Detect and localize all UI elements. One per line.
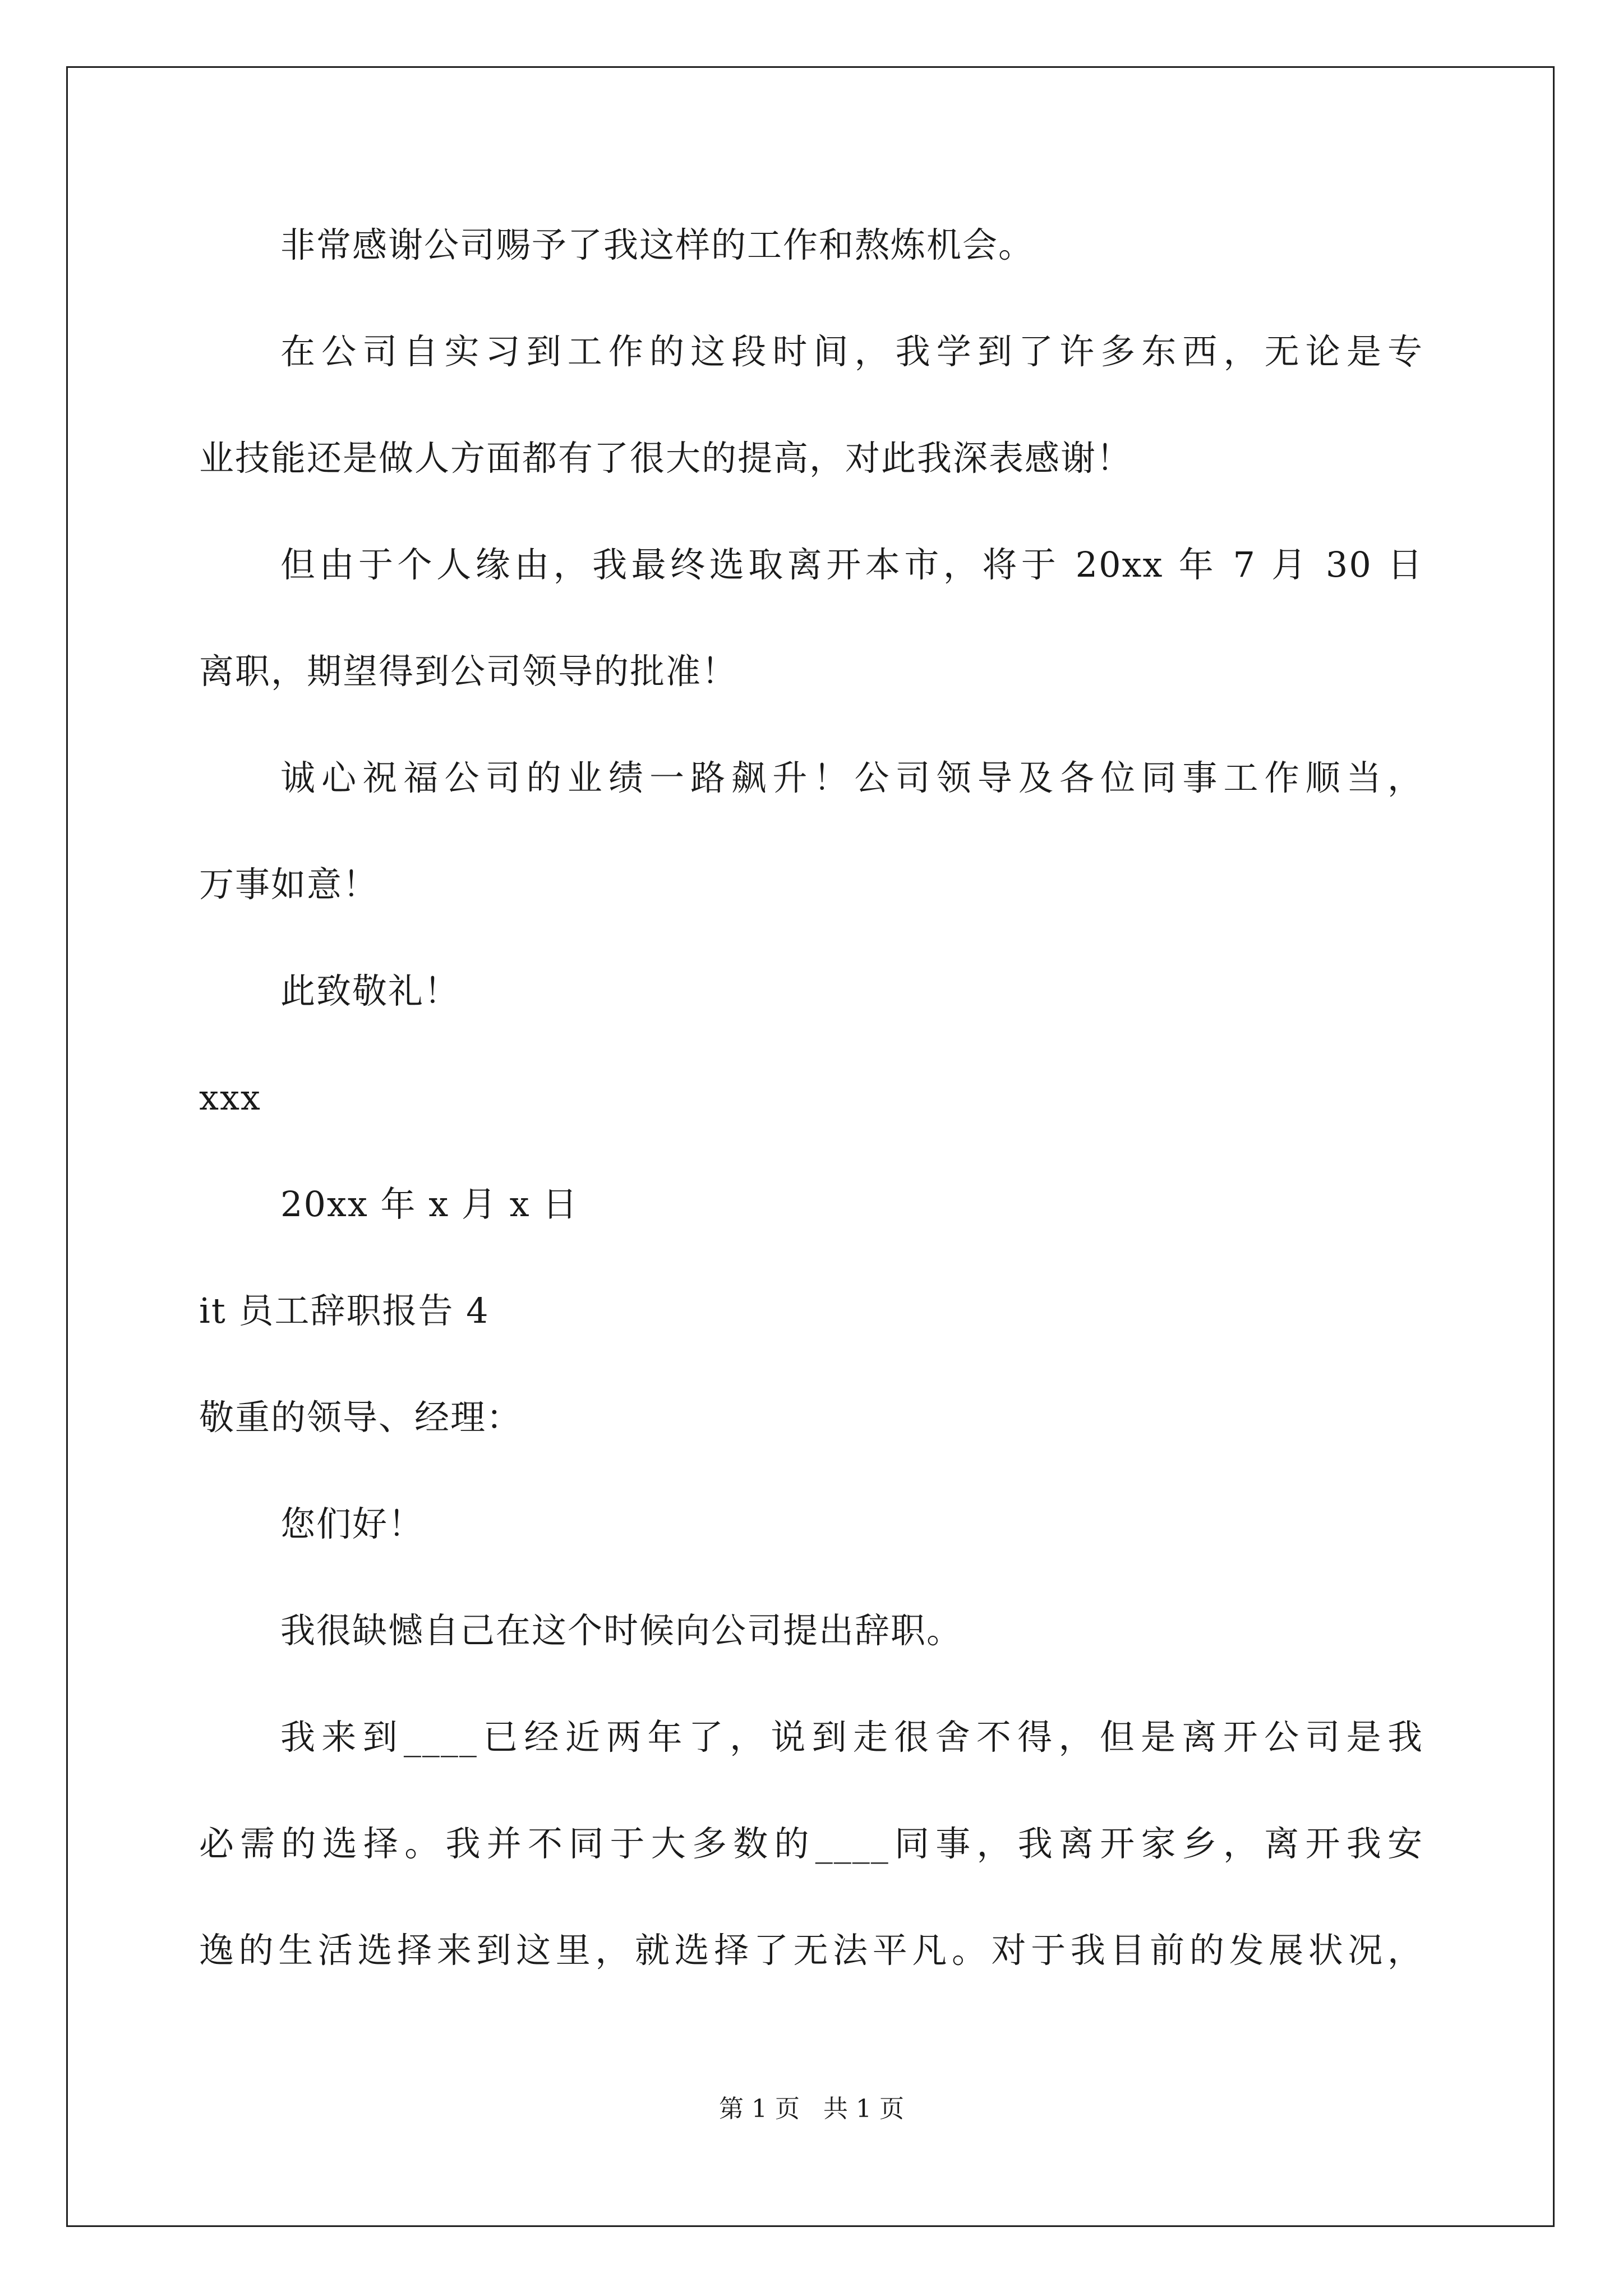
paragraph-line: 逸的生活选择来到这里，就选择了无法平凡。对于我目前的发展状况， (199, 1930, 1423, 1971)
paragraph-line: 我来到____已经近两年了，说到走很舍不得，但是离开公司是我 (280, 1717, 1423, 1757)
paragraph-line: 非常感谢公司赐予了我这样的工作和熬炼机会。 (280, 224, 1035, 265)
paragraph-line: 在公司自实习到工作的这段时间，我学到了许多东西，无论是专 (280, 331, 1423, 372)
paragraph-line: 您们好！ (280, 1503, 425, 1544)
closing-salutation: 此致敬礼！ (280, 970, 460, 1011)
paragraph-line: 万事如意！ (199, 864, 379, 905)
paragraph-line: 但由于个人缘由，我最终选取离开本市，将于 20xx 年 7 月 30 日 (280, 544, 1423, 585)
signature-date: 20xx 年 x 月 x 日 (280, 1184, 579, 1225)
paragraph-line: 我很缺憾自己在这个时候向公司提出辞职。 (280, 1610, 963, 1651)
page-number-footer: 第 1 页 共 1 页 (719, 2095, 904, 2123)
signature-name: xxx (199, 1077, 261, 1118)
page-frame (66, 66, 1555, 2227)
letter-greeting: 敬重的领导、经理： (199, 1397, 523, 1438)
paragraph-line: 诚心祝福公司的业绩一路飙升！公司领导及各位同事工作顺当， (280, 757, 1423, 798)
section-title: it 员工辞职报告 4 (199, 1290, 490, 1331)
paragraph-line: 业技能还是做人方面都有了很大的提高，对此我深表感谢！ (199, 438, 1133, 478)
paragraph-line: 离职，期望得到公司领导的批准！ (199, 651, 738, 692)
paragraph-line: 必需的选择。我并不同于大多数的____同事，我离开家乡，离开我安 (199, 1823, 1423, 1864)
